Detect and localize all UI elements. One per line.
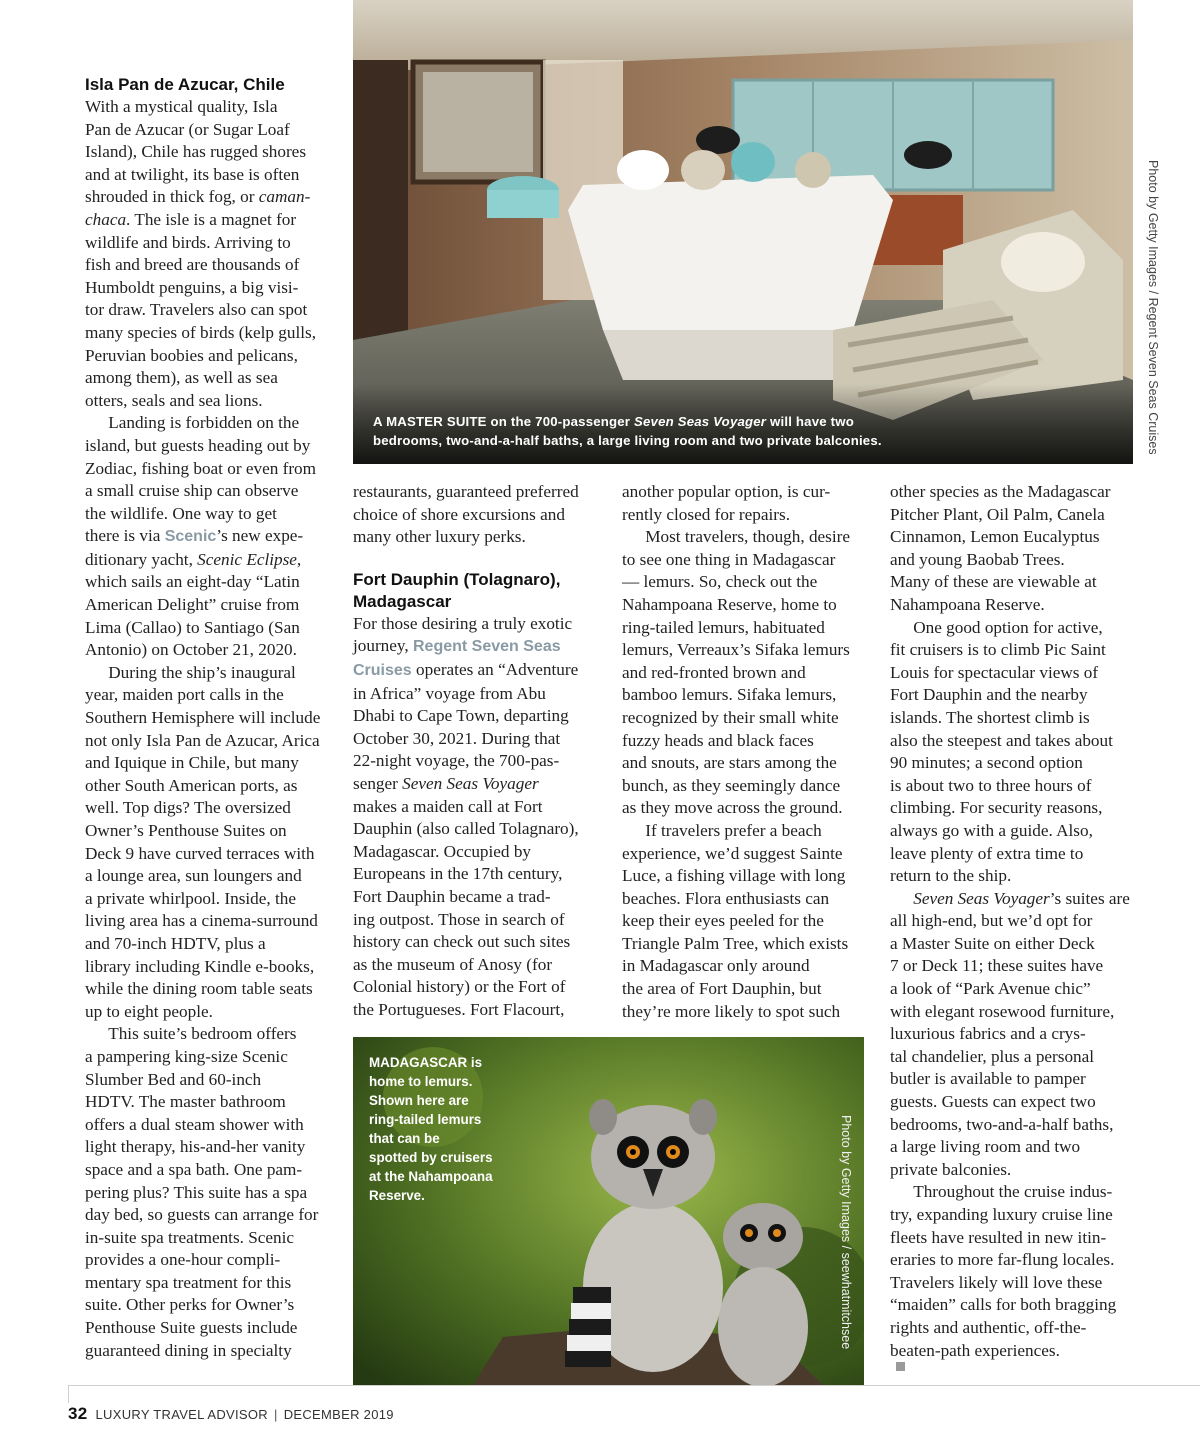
text-line: Nahampoana Reserve. — [890, 594, 1045, 614]
text-line: Zodiac, fishing boat or even from — [85, 458, 317, 478]
text-line: guaranteed dining in specialty — [85, 1340, 292, 1360]
text-line — [85, 549, 330, 572]
caption-line: MADAGASCAR is — [369, 1055, 483, 1070]
text-line: mentary spa treatment for this — [85, 1272, 292, 1292]
text-run: shrouded in thick fog, or — [85, 187, 259, 207]
text-line: Most travelers, though, desire — [645, 527, 850, 547]
text-line: provides a one-hour compli- — [85, 1250, 281, 1270]
text-line: bedrooms, two-and-a-half baths, — [890, 1114, 1114, 1134]
text-line: Pan de Azucar (or Sugar Loaf — [85, 119, 290, 139]
text-line: return to the ship. — [890, 866, 1012, 886]
paragraph — [622, 526, 867, 820]
paragraph — [85, 412, 330, 662]
text-line: luxurious fabrics and a crys- — [890, 1024, 1086, 1044]
text-line: in-suite spa treatments. Scenic — [85, 1227, 295, 1247]
italic-term: caman- — [258, 187, 311, 207]
text-line: and young Baobab Trees. — [890, 549, 1065, 569]
text-run: senger — [353, 773, 403, 793]
text-line: pering plus? This suite has a spa — [85, 1182, 308, 1202]
text-line: a look of “Park Avenue chic” — [890, 979, 1091, 999]
text-line: other South American ports, as — [85, 775, 298, 795]
text-line: day bed, so guests can arrange for — [85, 1205, 319, 1225]
text-line: tor draw. Travelers also can spot — [85, 300, 308, 320]
text-line: another popular option, is cur- — [622, 482, 831, 501]
text-line: Penthouse Suite guests include — [85, 1318, 298, 1338]
caption-line: at the Nahampoana — [369, 1169, 493, 1184]
text-line: a pampering king-size Scenic — [85, 1046, 288, 1066]
text-line — [85, 525, 330, 549]
text-line: while the dining room table seats — [85, 979, 313, 999]
text-run: there is via — [85, 526, 165, 546]
text-line: ing outpost. Those in search of — [353, 909, 565, 929]
text-line — [890, 888, 1140, 911]
footer-divider-vertical — [68, 1385, 69, 1403]
master-suite-illustration — [353, 0, 1133, 464]
text-line: “maiden” calls for both bragging — [890, 1295, 1117, 1315]
text-line: Dhabi to Cape Town, departing — [353, 706, 569, 726]
text-line: Antonio) on October 21, 2020. — [85, 640, 297, 660]
text-line: is about two to three hours of — [890, 775, 1092, 795]
text-line: Throughout the cruise indus- — [913, 1182, 1113, 1202]
text-line: they’re more likely to spot such — [622, 1001, 841, 1021]
text-line: a lounge area, sun loungers and — [85, 866, 302, 886]
photo-credit-lemur: Photo by Getty Images / seewhatmitchsee — [839, 1115, 853, 1350]
caption-line: bedrooms, two-and-a-half baths, a large living room and two private balconies. — [373, 433, 882, 448]
text-line: HDTV. The master bathroom — [85, 1092, 286, 1112]
paragraph — [890, 481, 1140, 617]
publication-name: LUXURY TRAVEL ADVISOR — [95, 1407, 268, 1422]
text-line: many species of birds (kelp gulls, — [85, 322, 317, 342]
text-line: Travelers likely will love these — [890, 1272, 1103, 1292]
text-line: experience, we’d suggest Sainte — [622, 843, 843, 863]
text-line: a large living room and two — [890, 1137, 1081, 1157]
text-line: beaches. Flora enthusiasts can — [622, 888, 830, 908]
text-line: Nahampoana Reserve, home to — [622, 594, 837, 614]
article-column-4 — [890, 481, 1140, 1371]
text-line: Cinnamon, Lemon Eucalyptus — [890, 527, 1100, 547]
text-line: Humboldt penguins, a big visi- — [85, 277, 299, 297]
master-suite-photo — [353, 0, 1133, 464]
paragraph — [890, 617, 1140, 888]
text-line: not only Isla Pan de Azucar, Arica — [85, 730, 320, 750]
paragraph — [353, 481, 598, 549]
text-line: American Delight” cruise from — [85, 595, 300, 615]
text-line: eraries to more far-flung locales. — [890, 1250, 1115, 1270]
text-line: and red-fronted brown and — [622, 662, 806, 682]
text-run: journey, — [353, 636, 413, 656]
text-line: Lima (Callao) to Santiago (San — [85, 617, 300, 637]
text-line — [85, 186, 330, 209]
text-line: With a mystical quality, Isla — [85, 97, 278, 116]
brand-name-scenic: Scenic — [164, 528, 217, 546]
text-line: Island), Chile has rugged shores — [85, 142, 307, 162]
text-run: beaten-path experiences. — [890, 1340, 1060, 1360]
text-line — [85, 209, 330, 232]
paragraph — [85, 96, 330, 412]
text-line: — lemurs. So, check out the — [622, 572, 818, 592]
caption-ship-name: Seven Seas Voyager — [634, 414, 767, 429]
text-line: restaurants, guaranteed preferred — [353, 482, 579, 501]
page-number: 32 — [68, 1404, 88, 1423]
text-line: 90 minutes; a second option — [890, 753, 1083, 773]
text-line: Louis for spectacular views of — [890, 662, 1099, 682]
text-line: all high-end, but we’d opt for — [890, 911, 1093, 931]
text-run: , — [296, 549, 302, 569]
caption-line: that can be — [369, 1131, 440, 1146]
text-line: For those desiring a truly exotic — [353, 613, 573, 633]
caption-text: on the 700-passenger — [486, 414, 634, 429]
text-line — [353, 773, 598, 796]
text-line: Dauphin (also called Tolagnaro), — [353, 819, 579, 839]
paragraph — [622, 820, 867, 1023]
text-line: Europeans in the 17th century, — [353, 864, 563, 884]
heading-line: Madagascar — [353, 591, 452, 611]
text-run: ’s new expe- — [216, 526, 304, 546]
text-line: fit cruisers is to climb Pic Saint — [890, 640, 1106, 660]
text-line: Landing is forbidden on the — [108, 413, 300, 433]
text-line: lemurs, Verreaux’s Sifaka lemurs — [622, 640, 850, 660]
photo-credit-suite: Photo by Getty Images / Regent Seven Seas Cruises — [1146, 160, 1160, 455]
text-line: leave plenty of extra time to — [890, 843, 1084, 863]
text-line: Fort Dauphin and the nearby — [890, 685, 1088, 705]
heading-line: Fort Dauphin (Tolagnaro), — [353, 569, 561, 589]
text-line: also the steepest and takes about — [890, 730, 1113, 750]
text-line: Peruvian boobies and pelicans, — [85, 345, 298, 365]
paragraph — [85, 1023, 330, 1362]
text-line: 7 or Deck 11; these suites have — [890, 956, 1104, 976]
text-line: climbing. For security reasons, — [890, 798, 1103, 818]
text-line: During the ship’s inaugural — [108, 662, 296, 682]
text-line: living area has a cinema-surround — [85, 911, 318, 931]
text-line — [353, 659, 598, 683]
italic-term: chaca — [85, 209, 127, 229]
text-line: guests. Guests can expect two — [890, 1092, 1096, 1112]
text-line — [890, 1340, 1140, 1372]
lemur-photo — [353, 1037, 864, 1385]
article-column-3 — [622, 481, 867, 1023]
caption-line: Reserve. — [369, 1188, 425, 1203]
page-footer — [68, 1404, 394, 1424]
italic-ship-name: Seven Seas Voyager — [913, 888, 1050, 908]
text-line: Madagascar. Occupied by — [353, 841, 532, 861]
caption-line — [373, 412, 1113, 431]
caption-line: home to lemurs. — [369, 1074, 473, 1089]
text-line: as they move across the ground. — [622, 798, 843, 818]
text-line: with elegant rosewood furniture, — [890, 1001, 1115, 1021]
text-line: many other luxury perks. — [353, 527, 526, 547]
italic-ship-name: Scenic Eclipse — [197, 549, 297, 569]
text-line: in Africa” voyage from Abu — [353, 683, 546, 703]
paragraph — [622, 481, 867, 526]
text-run: . The isle is a magnet for — [126, 209, 297, 229]
text-line: Pitcher Plant, Oil Palm, Canela — [890, 504, 1105, 524]
text-line: the area of Fort Dauphin, but — [622, 979, 822, 999]
text-line: space and a spa bath. One pam- — [85, 1159, 303, 1179]
paragraph — [890, 1181, 1140, 1371]
text-line: the wildlife. One way to get — [85, 503, 277, 523]
text-line: and at twilight, its base is often — [85, 164, 300, 184]
end-of-article-square-icon — [896, 1362, 905, 1371]
text-run: ditionary yacht, — [85, 549, 198, 569]
text-line: history can check out such sites — [353, 932, 571, 952]
text-line: Slumber Bed and 60-inch — [85, 1069, 262, 1089]
caption-line: Shown here are — [369, 1093, 469, 1108]
section-heading-fort-dauphin — [353, 569, 598, 613]
text-line: tal chandelier, plus a personal — [890, 1046, 1095, 1066]
text-line: try, expanding luxury cruise line — [890, 1205, 1113, 1224]
text-line: suite. Other perks for Owner’s — [85, 1295, 295, 1315]
text-line: as the museum of Anosy (for — [353, 954, 553, 974]
text-line: 22-night voyage, the 700-pas- — [353, 751, 560, 771]
text-run: ’s suites are — [1049, 888, 1130, 908]
paragraph — [353, 613, 598, 1022]
section-heading-isla-pan-de-azucar: Isla Pan de Azucar, Chile — [85, 75, 285, 94]
text-line: Deck 9 have curved terraces with — [85, 843, 315, 863]
text-line: and snouts, are stars among the — [622, 753, 837, 773]
text-line: rights and authentic, off-the- — [890, 1317, 1087, 1337]
issue-date: DECEMBER 2019 — [283, 1407, 394, 1422]
text-line: fleets have resulted in new itin- — [890, 1227, 1107, 1247]
text-line: light therapy, his-and-her vanity — [85, 1137, 306, 1157]
text-line: butler is available to pamper — [890, 1069, 1086, 1089]
text-line: bunch, as they seemingly dance — [622, 775, 841, 795]
text-line: Fort Dauphin became a trad- — [353, 886, 551, 906]
text-line: and Iquique in Chile, but many — [85, 753, 299, 773]
text-line: Luce, a fishing village with long — [622, 866, 846, 886]
text-line: a Master Suite on either Deck — [890, 933, 1095, 953]
text-line: ring-tailed lemurs, habituated — [622, 617, 825, 637]
text-line: the Portugueses. Fort Flacourt, — [353, 999, 565, 1019]
text-line: which sails an eight-day “Latin — [85, 572, 300, 592]
text-line: keep their eyes peeled for the — [622, 911, 824, 931]
text-line: fish and breed are thousands of — [85, 255, 300, 275]
text-line: and 70-inch HDTV, plus a — [85, 933, 266, 953]
brand-name-regent-cont: Cruises — [353, 661, 412, 679]
caption-line: spotted by cruisers — [369, 1150, 493, 1165]
lemur-caption — [369, 1053, 539, 1205]
text-line: up to eight people. — [85, 1001, 213, 1021]
text-line: to see one thing in Madagascar — [622, 549, 836, 569]
text-line: otters, seals and sea lions. — [85, 390, 263, 410]
text-line: rently closed for repairs. — [622, 504, 790, 524]
text-line: private balconies. — [890, 1159, 1012, 1179]
text-line: library including Kindle e-books, — [85, 956, 315, 976]
text-line: makes a maiden call at Fort — [353, 796, 543, 816]
text-line: Southern Hemisphere will include — [85, 708, 321, 728]
text-run: operates an “Adventure — [411, 659, 579, 679]
text-line: wildlife and birds. Arriving to — [85, 232, 291, 252]
paragraph — [85, 662, 330, 1024]
text-line: islands. The shortest climb is — [890, 707, 1090, 727]
text-line: choice of shore excursions and — [353, 504, 565, 524]
text-line: recognized by their small white — [622, 707, 839, 727]
article-column-1 — [85, 74, 330, 1362]
master-suite-caption — [373, 412, 1113, 450]
italic-ship-name: Seven Seas Voyager — [402, 773, 539, 793]
text-line: One good option for active, — [913, 617, 1103, 637]
caption-lead: A MASTER SUITE — [373, 414, 487, 429]
text-line: Triangle Palm Tree, which exists — [622, 933, 849, 953]
text-line: Owner’s Penthouse Suites on — [85, 821, 287, 840]
brand-name-regent: Regent Seven Seas — [412, 638, 561, 656]
footer-separator: | — [274, 1407, 278, 1422]
text-line: always go with a guide. Also, — [890, 820, 1093, 840]
paragraph — [890, 888, 1140, 1182]
text-line: other species as the Madagascar — [890, 482, 1111, 501]
text-line: a private whirlpool. Inside, the — [85, 888, 296, 908]
footer-divider — [68, 1385, 1200, 1386]
article-column-2 — [353, 481, 598, 1021]
caption-line: ring-tailed lemurs — [369, 1112, 482, 1127]
text-line: This suite’s bedroom offers — [108, 1024, 297, 1044]
text-line: year, maiden port calls in the — [85, 685, 284, 705]
text-line: well. Top digs? The oversized — [85, 798, 291, 818]
text-line: island, but guests heading out by — [85, 435, 311, 455]
caption-text: will have two — [766, 414, 854, 429]
text-line: offers a dual steam shower with — [85, 1114, 304, 1134]
text-line: If travelers prefer a beach — [645, 820, 822, 840]
text-line: a small cruise ship can observe — [85, 481, 299, 501]
text-line: Colonial history) or the Fort of — [353, 977, 566, 997]
text-line: among them), as well as sea — [85, 368, 278, 388]
text-line: Many of these are viewable at — [890, 572, 1097, 592]
text-line: bamboo lemurs. Sifaka lemurs, — [622, 685, 837, 705]
text-line: October 30, 2021. During that — [353, 728, 561, 748]
text-line: in Madagascar only around — [622, 956, 810, 976]
text-line: fuzzy heads and black faces — [622, 730, 814, 750]
text-line — [353, 635, 598, 659]
